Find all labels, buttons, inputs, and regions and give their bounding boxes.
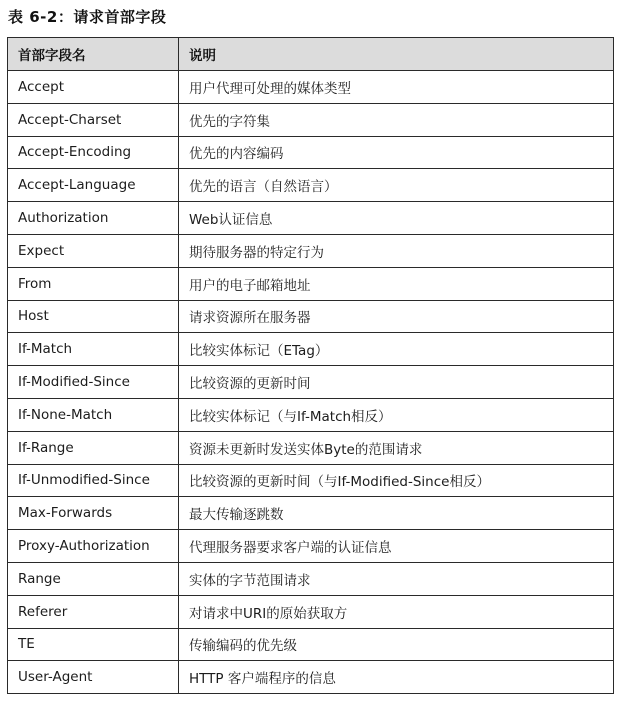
description-cell: 对请求中URI的原始获取方: [179, 595, 614, 628]
field-name-cell: If-Match: [8, 333, 179, 366]
table-row: [8, 169, 614, 202]
table-row: [8, 595, 614, 628]
field-name-cell: If-Unmodified-Since: [8, 464, 179, 497]
description-cell: 比较资源的更新时间（与If-Modified-Since相反）: [179, 464, 614, 497]
field-name-cell: Proxy-Authorization: [8, 530, 179, 563]
column-header-description: 说明: [179, 38, 614, 71]
table-row: [8, 431, 614, 464]
description-cell: 传输编码的优先级: [179, 628, 614, 661]
description-cell: Web认证信息: [179, 202, 614, 235]
description-cell: 实体的字节范围请求: [179, 562, 614, 595]
table-row: [8, 497, 614, 530]
field-name-cell: TE: [8, 628, 179, 661]
description-cell: 比较实体标记（ETag）: [179, 333, 614, 366]
description-cell: 用户代理可处理的媒体类型: [179, 71, 614, 104]
field-name-cell: User-Agent: [8, 661, 179, 694]
description-cell: HTTP 客户端程序的信息: [179, 661, 614, 694]
description-cell: 比较资源的更新时间: [179, 366, 614, 399]
field-name-cell: Accept-Language: [8, 169, 179, 202]
table-row: [8, 661, 614, 694]
description-cell: 用户的电子邮箱地址: [179, 267, 614, 300]
table-row: [8, 103, 614, 136]
table-row: [8, 398, 614, 431]
table-row: [8, 267, 614, 300]
table-caption: 表 6-2：请求首部字段: [8, 8, 167, 26]
description-cell: 优先的语言（自然语言）: [179, 169, 614, 202]
field-name-cell: If-Modified-Since: [8, 366, 179, 399]
description-cell: 请求资源所在服务器: [179, 300, 614, 333]
table-row: [8, 333, 614, 366]
field-name-cell: Accept-Encoding: [8, 136, 179, 169]
field-name-cell: Authorization: [8, 202, 179, 235]
description-cell: 代理服务器要求客户端的认证信息: [179, 530, 614, 563]
table-row: [8, 562, 614, 595]
table-row: [8, 464, 614, 497]
description-cell: 最大传输逐跳数: [179, 497, 614, 530]
table-row: [8, 628, 614, 661]
field-name-cell: From: [8, 267, 179, 300]
table-row: [8, 300, 614, 333]
description-cell: 期待服务器的特定行为: [179, 234, 614, 267]
field-name-cell: If-None-Match: [8, 398, 179, 431]
description-cell: 比较实体标记（与If-Match相反）: [179, 398, 614, 431]
table-row: [8, 530, 614, 563]
table-row: [8, 71, 614, 104]
field-name-cell: Accept: [8, 71, 179, 104]
description-cell: 优先的字符集: [179, 103, 614, 136]
table-row: [8, 366, 614, 399]
field-name-cell: Accept-Charset: [8, 103, 179, 136]
field-name-cell: Range: [8, 562, 179, 595]
description-cell: 优先的内容编码: [179, 136, 614, 169]
description-cell: 资源未更新时发送实体Byte的范围请求: [179, 431, 614, 464]
table-row: [8, 202, 614, 235]
request-header-fields-table: [7, 37, 614, 694]
column-header-field-name: 首部字段名: [8, 38, 179, 71]
table-row: [8, 136, 614, 169]
field-name-cell: Host: [8, 300, 179, 333]
table-row: [8, 234, 614, 267]
field-name-cell: If-Range: [8, 431, 179, 464]
field-name-cell: Referer: [8, 595, 179, 628]
table-header-row: [8, 38, 614, 71]
field-name-cell: Max-Forwards: [8, 497, 179, 530]
field-name-cell: Expect: [8, 234, 179, 267]
